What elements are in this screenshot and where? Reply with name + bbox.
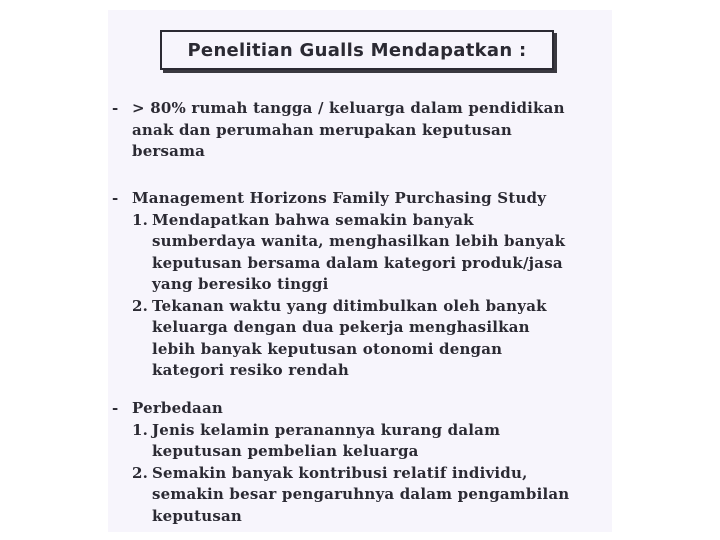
title-box [160,30,554,70]
paragraph-line: anak dan perumahan merupakan keputusan [132,120,512,139]
item-line: semakin besar pengaruhnya dalam pengambilan [152,485,570,503]
item-line: lebih banyak keputusan otonomi dengan [152,339,503,358]
item-line: keputusan [152,506,243,525]
document-title: Penelitian Gualls Mendapatkan : [187,39,527,61]
item-line: keputusan bersama dalam kategori produk/jasa [152,253,563,272]
item-line: keputusan pembelian keluarga [152,442,419,460]
bullet-dash: - [112,189,119,207]
item-line: sumberdaya wanita, menghasilkan lebih banyak [152,232,566,250]
item-line: yang beresiko tinggi [152,275,329,293]
section-heading: Perbedaan [132,399,223,417]
section-gualls-finding [112,98,608,163]
item-line: Jenis kelamin peranannya kurang dalam [152,420,501,439]
item-number: 1. [132,210,149,229]
item-line: keluarga dengan dua pekerja menghasilkan [152,318,530,336]
item-line: kategori resiko rendah [152,361,349,379]
paragraph-line: > 80% rumah tangga / keluarga dalam pendidikan [132,99,565,117]
item-line: Semakin banyak kontribusi relatif individu, [152,463,528,482]
item-number: 2. [132,463,149,482]
bullet-dash: - [112,99,119,117]
item-number: 2. [132,296,149,315]
paragraph-line: bersama [132,142,206,160]
section-heading: Management Horizons Family Purchasing Study [132,189,547,207]
section-management-horizons [112,188,608,382]
item-line: Mendapatkan bahwa semakin banyak [152,210,474,229]
item-line: Tekanan waktu yang ditimbulkan oleh banyak [152,296,547,315]
section-perbedaan [112,398,608,527]
scanned-document [108,10,612,532]
item-number: 1. [132,420,149,439]
bullet-dash: - [112,399,119,417]
